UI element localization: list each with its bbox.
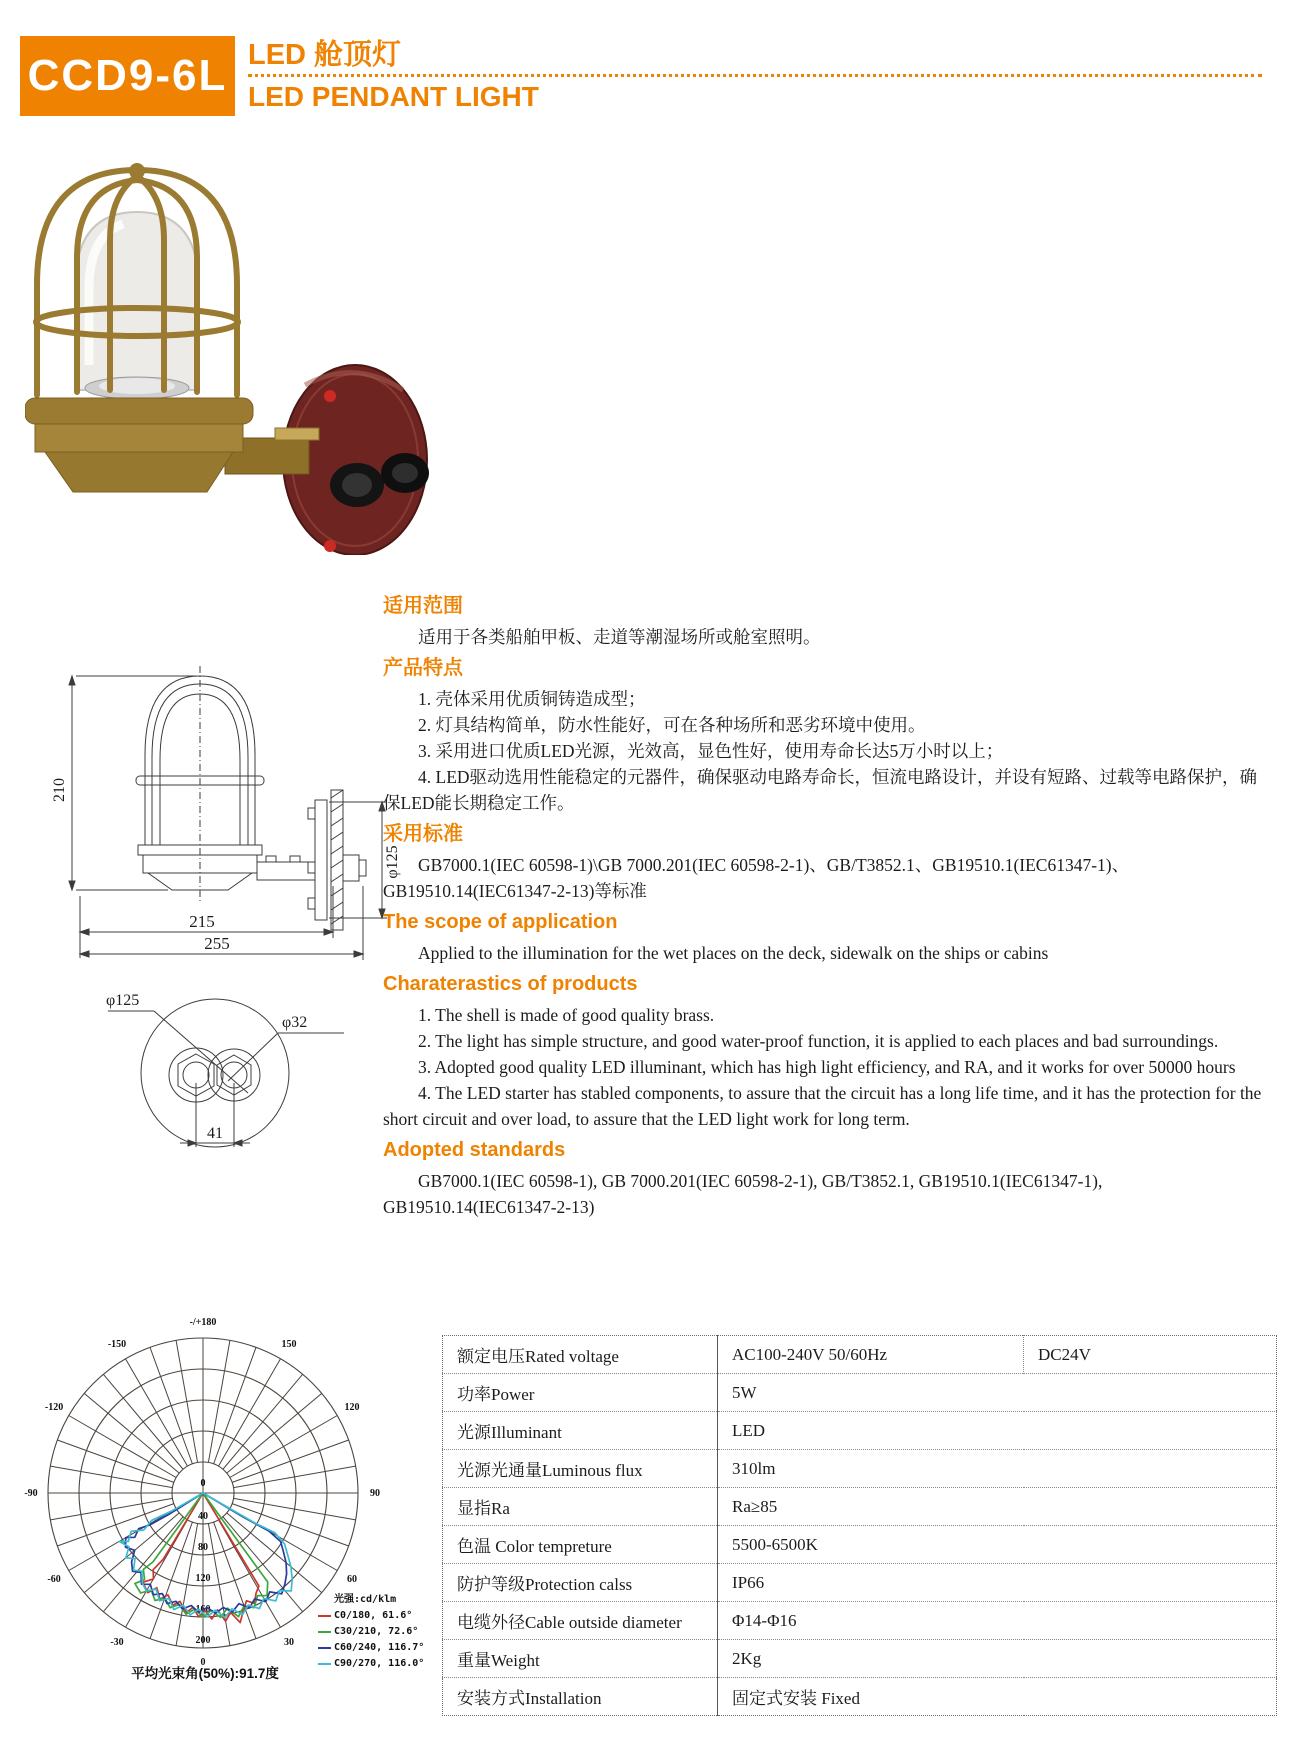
grid-spoke	[176, 1524, 198, 1646]
dimension-drawing-side	[50, 640, 405, 965]
section-paragraph: GB7000.1(IEC 60598-1), GB 7000.201(IEC 60598-2-1), GB/T3852.1, GB19510.1(IEC61347-1), GB19510.14(IEC61347-2-13)	[383, 1171, 1103, 1217]
spec-label: 功率Power	[443, 1374, 718, 1412]
chart-tick-label: -30	[110, 1636, 124, 1648]
spec-value: 5500-6500K	[718, 1526, 1277, 1564]
legend-label: C90/270, 116.0°	[334, 1658, 425, 1669]
section-heading: 采用标准	[383, 823, 463, 845]
grid-spoke	[57, 1440, 174, 1482]
spec-value: 固定式安装 Fixed	[718, 1678, 1277, 1716]
cage-top-knob	[129, 163, 145, 179]
spec-label: 显指Ra	[443, 1488, 718, 1526]
section-paragraph: 3. Adopted good quality LED illuminant, which has high light efficiency, and RA, and it works for over 50000 hours	[418, 1057, 1236, 1077]
legend-label: C60/240, 116.7°	[334, 1642, 425, 1653]
chart-tick-label: -/+180	[189, 1317, 217, 1328]
chart-tick-label: 40	[198, 1511, 208, 1522]
page-header	[248, 38, 1268, 113]
legend-swatch	[318, 1647, 331, 1649]
spec-label: 重量Weight	[443, 1640, 718, 1678]
spec-label: 电缆外径Cable outside diameter	[443, 1602, 718, 1640]
spec-table	[442, 1335, 1277, 1716]
spec-row	[443, 1488, 1277, 1526]
legend-label: C0/180, 61.6°	[334, 1610, 413, 1621]
spec-table-wrap	[442, 1335, 1277, 1716]
chart-legend-entry	[318, 1608, 438, 1624]
base-drum	[35, 424, 243, 452]
grid-spoke	[214, 1347, 256, 1464]
section-heading: 产品特点	[383, 657, 463, 679]
section-heading: Adopted standards	[383, 1139, 566, 1161]
spec-row	[443, 1602, 1277, 1640]
grid-spoke	[234, 1498, 356, 1520]
grid-spoke	[57, 1504, 174, 1546]
spec-label: 光源Illuminant	[443, 1412, 718, 1450]
spec-row	[443, 1640, 1277, 1678]
section-paragraph: 4. The LED starter has stabled components, to assure that the circuit has a long life time, and it has the protection for the short circuit and over load, to assure that the LED light work for long term.	[383, 1083, 1262, 1129]
grid-spoke	[50, 1466, 172, 1488]
grid-spoke	[176, 1340, 198, 1462]
base-taper	[45, 452, 233, 492]
product-photo	[25, 140, 455, 555]
chart-tick-label: 160	[195, 1604, 211, 1615]
grid-spoke	[234, 1466, 356, 1488]
disc-screw-top	[324, 390, 336, 402]
section-paragraph: Applied to the illumination for the wet places on the deck, sidewalk on the ships or cabins	[418, 943, 1049, 963]
grid-spoke	[150, 1347, 192, 1464]
chart-tick-label: -60	[47, 1574, 61, 1585]
section-paragraph: 4. LED驱动选用性能稳定的元器件，确保驱动电路寿命长，恒流电路设计，并设有短路、过载等电路保护，确保LED能长期稳定工作。	[383, 767, 1258, 813]
spec-row	[443, 1564, 1277, 1602]
chart-tick-label: 120	[344, 1402, 360, 1413]
spec-label: 额定电压Rated voltage	[443, 1336, 718, 1374]
grid-spoke	[208, 1340, 230, 1462]
name-plate	[275, 428, 319, 440]
spec-text-column	[383, 588, 1267, 1220]
dim-length-inner-label: 215	[189, 912, 215, 931]
dimension-drawing-top	[100, 985, 355, 1165]
chart-tick-label: 0	[200, 1478, 206, 1489]
spec-value: Φ14-Φ16	[718, 1602, 1277, 1640]
chart-tick-label: 90	[370, 1488, 380, 1499]
section-heading: The scope of application	[383, 911, 618, 933]
spec-value: 5W	[718, 1374, 1277, 1412]
grid-spoke	[208, 1524, 230, 1646]
spec-value: DC24V	[1024, 1336, 1277, 1374]
spec-value: LED	[718, 1412, 1277, 1450]
chart-legend-entry	[318, 1640, 438, 1656]
chart-tick-label: -150	[107, 1339, 127, 1351]
grid-spoke	[50, 1498, 172, 1520]
product-model: CCD9-6L	[27, 51, 228, 100]
legend-label: C30/210, 72.6°	[334, 1626, 419, 1637]
chart-tick-label: -120	[44, 1402, 64, 1413]
grid-spoke	[150, 1522, 192, 1639]
chart-tick-label: 0	[200, 1657, 206, 1668]
glass-dome	[75, 212, 199, 390]
spec-value: 2Kg	[718, 1640, 1277, 1678]
spec-value: 310lm	[718, 1450, 1277, 1488]
header-divider	[248, 74, 1262, 77]
spec-row	[443, 1336, 1277, 1374]
section-paragraph: 适用于各类船舶甲板、走道等潮湿场所或舱室照明。	[418, 627, 821, 647]
chart-tick-label: -90	[24, 1488, 38, 1499]
grid-spoke	[232, 1440, 349, 1482]
base-ring	[25, 398, 253, 424]
spec-label: 防护等级Protection calss	[443, 1564, 718, 1602]
spec-row	[443, 1678, 1277, 1716]
spec-value: IP66	[718, 1564, 1277, 1602]
chart-legend-title: 光强:cd/klm	[334, 1594, 397, 1605]
cable-gland-right-hole	[392, 463, 418, 483]
section-paragraph: 1. 壳体采用优质铜铸造成型；	[418, 689, 646, 709]
spec-row	[443, 1374, 1277, 1412]
dim-height-label: 210	[51, 778, 68, 802]
chart-tick-label: 120	[195, 1573, 211, 1584]
page-title-en: LED PENDANT LIGHT	[248, 81, 539, 112]
page-title-cn: LED 舱顶灯	[248, 39, 402, 71]
chart-tick-label: 80	[198, 1542, 208, 1553]
spec-row	[443, 1450, 1277, 1488]
spec-label: 色温 Color tempreture	[443, 1526, 718, 1564]
section-paragraph: 3. 采用进口优质LED光源，光效高，显色性好，使用寿命长达5万小时以上；	[418, 741, 1004, 761]
grid-spoke	[232, 1504, 349, 1546]
section-paragraph: 2. 灯具结构简单，防水性能好，可在各种场所和恶劣环境中使用。	[418, 715, 926, 735]
chart-tick-label: 30	[284, 1636, 294, 1648]
legend-swatch	[318, 1631, 331, 1633]
section-heading: 适用范围	[383, 595, 463, 617]
dim-top-dia-label: φ125	[106, 992, 140, 1009]
cable-gland-left-hole	[342, 473, 372, 497]
section-paragraph: 2. The light has simple structure, and good water-proof function, it is applied to each places and bad surroundings.	[418, 1031, 1219, 1051]
spec-value: Ra≥85	[718, 1488, 1277, 1526]
chart-legend-entry	[318, 1624, 438, 1640]
dim-plate-dia-label: φ125	[384, 845, 401, 879]
disc-screw-bottom	[324, 540, 336, 552]
spec-row	[443, 1412, 1277, 1450]
chart-tick-label: 200	[195, 1635, 211, 1646]
dim-gland-dia-label: φ32	[282, 1014, 308, 1031]
spec-row	[443, 1526, 1277, 1564]
legend-swatch	[318, 1615, 331, 1617]
chart-caption: 平均光束角(50%):91.7度	[131, 1666, 279, 1681]
dim-gland-spacing-label: 41	[207, 1125, 223, 1142]
spec-label: 安装方式Installation	[443, 1678, 718, 1716]
product-model-badge	[20, 36, 235, 116]
grid-spoke	[214, 1522, 256, 1639]
section-paragraph: GB7000.1(IEC 60598-1)\GB 7000.201(IEC 60598-2-1)、GB/T3852.1、GB19510.1(IEC61347-1)、GB19510.14(IEC61347-2-13)等标准	[383, 855, 1130, 901]
chart-tick-label: 60	[346, 1574, 357, 1585]
chart-legend	[318, 1592, 438, 1672]
spec-label: 光源光通量Luminous flux	[443, 1450, 718, 1488]
section-paragraph: 1. The shell is made of good quality brass.	[418, 1005, 715, 1025]
chart-tick-label: 150	[281, 1339, 297, 1351]
dim-length-total-label: 255	[204, 934, 230, 953]
spec-value: AC100-240V 50/60Hz	[732, 1344, 888, 1364]
section-heading: Charaterastics of products	[383, 973, 638, 995]
